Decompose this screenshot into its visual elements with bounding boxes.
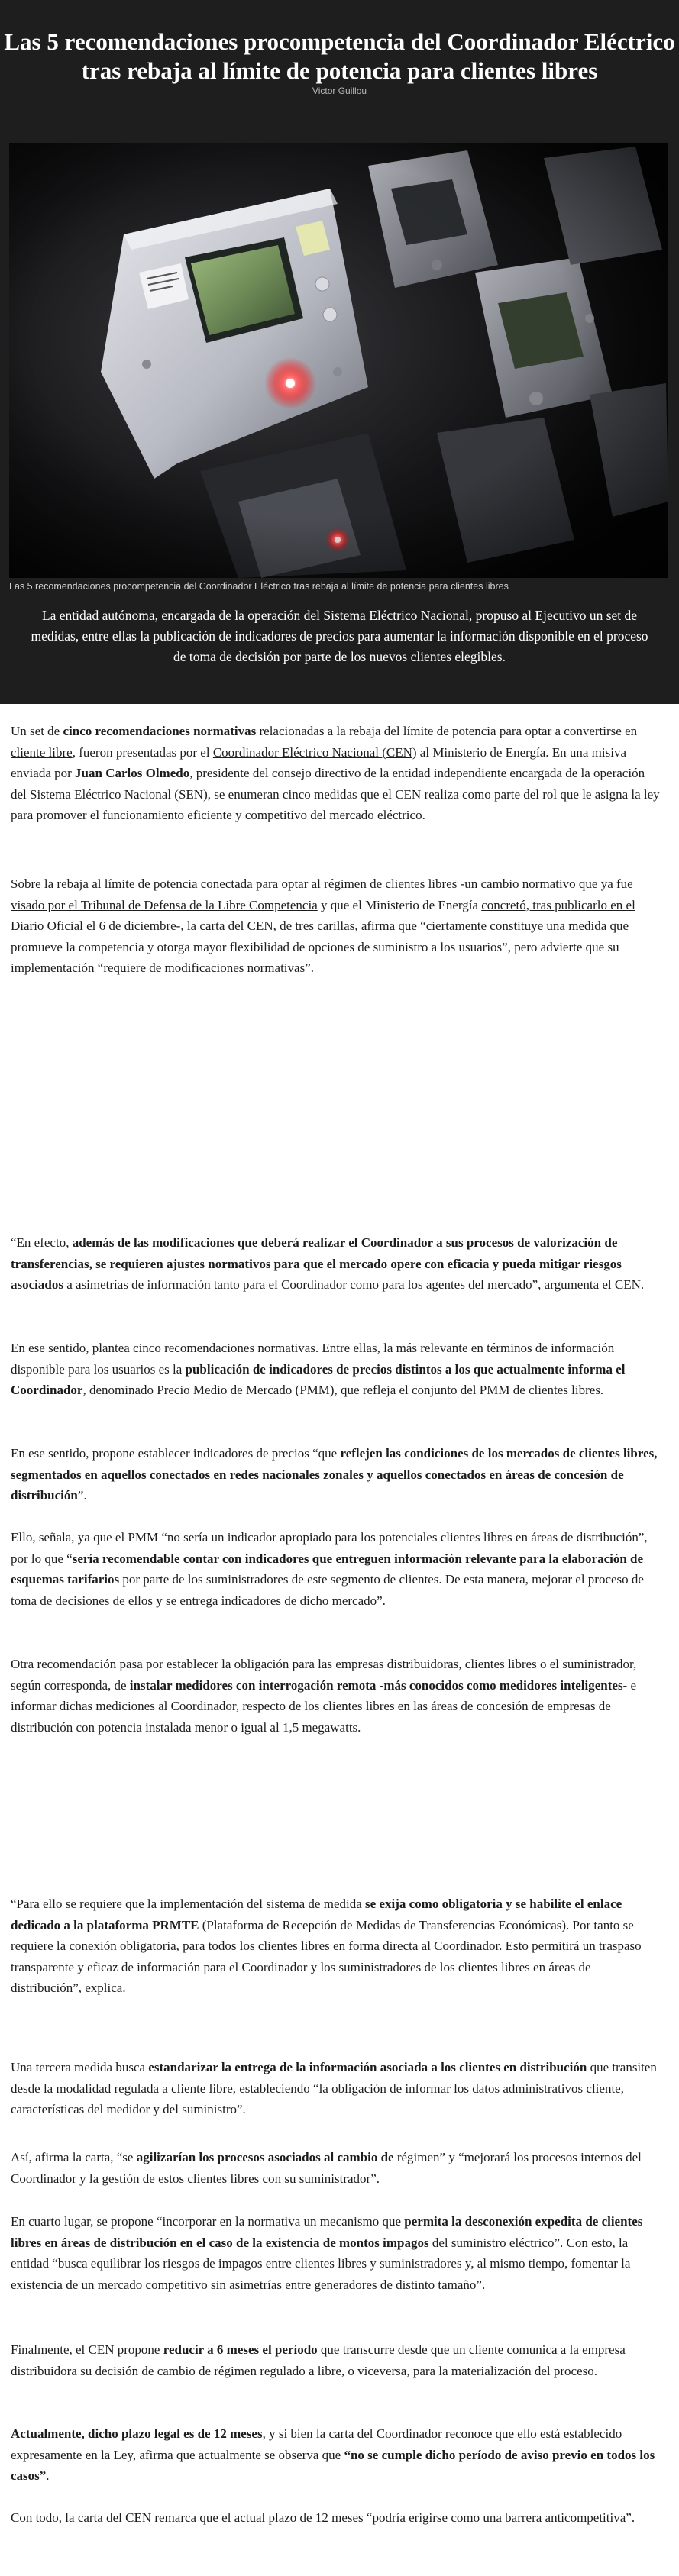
hero-image (9, 143, 668, 578)
link-diario-oficial[interactable]: concretó, tras publicarlo en el Diario Oficial (11, 897, 635, 933)
link-tribunal-libre-competencia[interactable]: ya fue visado por el Tribunal de Defensa de la Libre Competencia (11, 876, 633, 912)
article-lead: La entidad autónoma, encargada de la operación del Sistema Eléctrico Nacional, propuso al Ejecutivo un set de medidas, entre ellas la publicación de indicadores de precios para aumentar la información disponible en el proceso de toma de decisión por parte de los nuevos clientes elegibles. (31, 608, 648, 664)
paragraph-1: Un set de cinco recomendaciones normativas relacionadas a la rebaja del límite de potencia para optar a convertirse en cliente libre, fueron presentadas por el Coordinador Eléctrico Nacional (CEN) al Ministerio de Energía. En una misiva enviada por Juan Carlos Olmedo, presidente del consejo directivo de la entidad independiente encargada de la operación del Sistema Eléctrico Nacional (SEN), se enumeran cinco medidas que el CEN realiza como parte del rol que le asigna la ley para promover el funcionamiento eficiente y competitivo del mercado eléctrico. (11, 724, 660, 822)
paragraph-2: Sobre la rebaja al límite de potencia conectada para optar al régimen de clientes libres -un cambio normativo que ya fue visado por el Tribunal de Defensa de la Libre Competencia y que el Ministerio de Energía concretó, tras publicarlo en el Diario Oficial el 6 de diciembre-, la carta del CEN, de tres carillas, afirma que “ciertamente constituye una medida que promueve la competencia y otorga mayor flexibilidad de opciones de suministro a los usuarios”, pero advierte que su implementación “requiere de modificaciones normativas”. (11, 876, 635, 975)
article-title: Las 5 recomendaciones procompetencia del Coordinador Eléctrico tras rebaja al límite de potencia para clientes libres (4, 28, 675, 84)
paragraph-9: Una tercera medida busca estandarizar la entrega de la información asociada a los clientes en distribución que transiten desde la modalidad regulada a cliente libre, estableciendo “la obligación de informar los datos administrativos cliente, características del medidor y del suministro”. (11, 2060, 657, 2116)
paragraph-5: En ese sentido, propone establecer indicadores de precios “que reflejen las condiciones de los mercados de clientes libres, segmentados en aquellos conectados en redes nacionales zonales y aquellos conectados en áreas de concesión de distribución”. (11, 1446, 658, 1503)
paragraph-7: Otra recomendación pasa por establecer la obligación para las empresas distribuidoras, clientes libres o el suministrador, según corresponda, de instalar medidores con interrogación remota -más conocidos como medidores inteligentes- e informar dichas mediciones al Coordinador, respecto de los clientes libres en las áreas de concesión de empresas de distribución con potencia instalada menor o igual al 1,5 megawatts. (11, 1657, 637, 1735)
paragraph-14: Con todo, la carta del CEN remarca que el actual plazo de 12 meses “podría erigirse como una barrera anticompetitiva”. (11, 2510, 635, 2525)
image-caption: Las 5 recomendaciones procompetencia del Coordinador Eléctrico tras rebaja al límite de potencia para clientes libres (9, 581, 509, 592)
paragraph-8: “Para ello se requiere que la implementación del sistema de medida se exija como obligatoria y se habilite el enlace dedicado a la plataforma PRMTE (Plataforma de Recepción de Medidas de Transferencias Económicas). Por tanto se requiere la conexión obligatoria, para todos los clientes libres en forma directa al Coordinador. Esto permitirá un traspaso transparente y eficaz de información para el Coordinador y los suministradores de los clientes libres en áreas de distribución”, explica. (11, 1896, 642, 1995)
paragraph-13: Actualmente, dicho plazo legal es de 12 meses, y si bien la carta del Coordinador reconoce que ello está establecido expresamente en la Ley, afirma que actualmente se observa que “no se cumple dicho período de aviso previo en todos los casos”. (11, 2426, 655, 2483)
link-cliente-libre[interactable]: cliente libre (11, 744, 73, 760)
paragraph-11: En cuarto lugar, se propone “incorporar en la normativa un mecanismo que permita la desconexión expedita de clientes libres en áreas de distribución en el caso de la existencia de montos impagos del suministro eléctrico”. Con esto, la entidad “busca equilibrar los riesgos de impagos entre clientes libres y suministradores y, al mismo tiempo, fomentar la existencia de un mercado competitivo sin asimetrías entre generadores de distinto tamaño”. (11, 2214, 643, 2292)
paragraph-6: Ello, señala, ya que el PMM “no sería un indicador apropiado para los potenciales clientes libres en áreas de distribución”, por lo que “sería recomendable contar con indicadores que entreguen información relevante para la elaboración de esquemas tarifarios por parte de los suministradores de este segmento de clientes. De esta manera, mejorar el proceso de toma de decisiones de ellos y se entrega indicadores de dicho mercado”. (11, 1530, 648, 1608)
paragraph-12: Finalmente, el CEN propone reducir a 6 meses el período que transcurre desde que un cliente comunica a la empresa distribuidora su decisión de cambio de régimen regulado a libre, o viceversa, para la materialización del proceso. (11, 2342, 626, 2378)
link-coordinador-electrico[interactable]: Coordinador Eléctrico Nacional (CEN) (212, 744, 417, 760)
electric-meters-photo (9, 143, 668, 578)
paragraph-10: Así, afirma la carta, “se agilizarían los procesos asociados al cambio de régimen” y “mejorará los procesos internos del Coordinador y la gestión de estos clientes libres con su suministrador”. (11, 2150, 642, 2186)
article-header (0, 0, 679, 704)
paragraph-3: “En efecto, además de las modificaciones que deberá realizar el Coordinador a sus procesos de valorización de transferencias, se requieren ajustes normativos para que el mercado opere con eficacia y pueda mitigar riesgos asociados a asimetrías de información tanto para el Coordinador como para los agentes del mercado”, argumenta el CEN. (11, 1235, 645, 1292)
paragraph-4: En ese sentido, plantea cinco recomendaciones normativas. Entre ellas, la más relevante en términos de información disponible para los usuarios es la publicación de indicadores de precios distintos a los que actualmente informa el Coordinador, denominado Precio Medio de Mercado (PMM), que refleja el conjunto del PMM de clientes libres. (11, 1341, 626, 1397)
article-author[interactable]: Victor Guillou (312, 86, 367, 96)
